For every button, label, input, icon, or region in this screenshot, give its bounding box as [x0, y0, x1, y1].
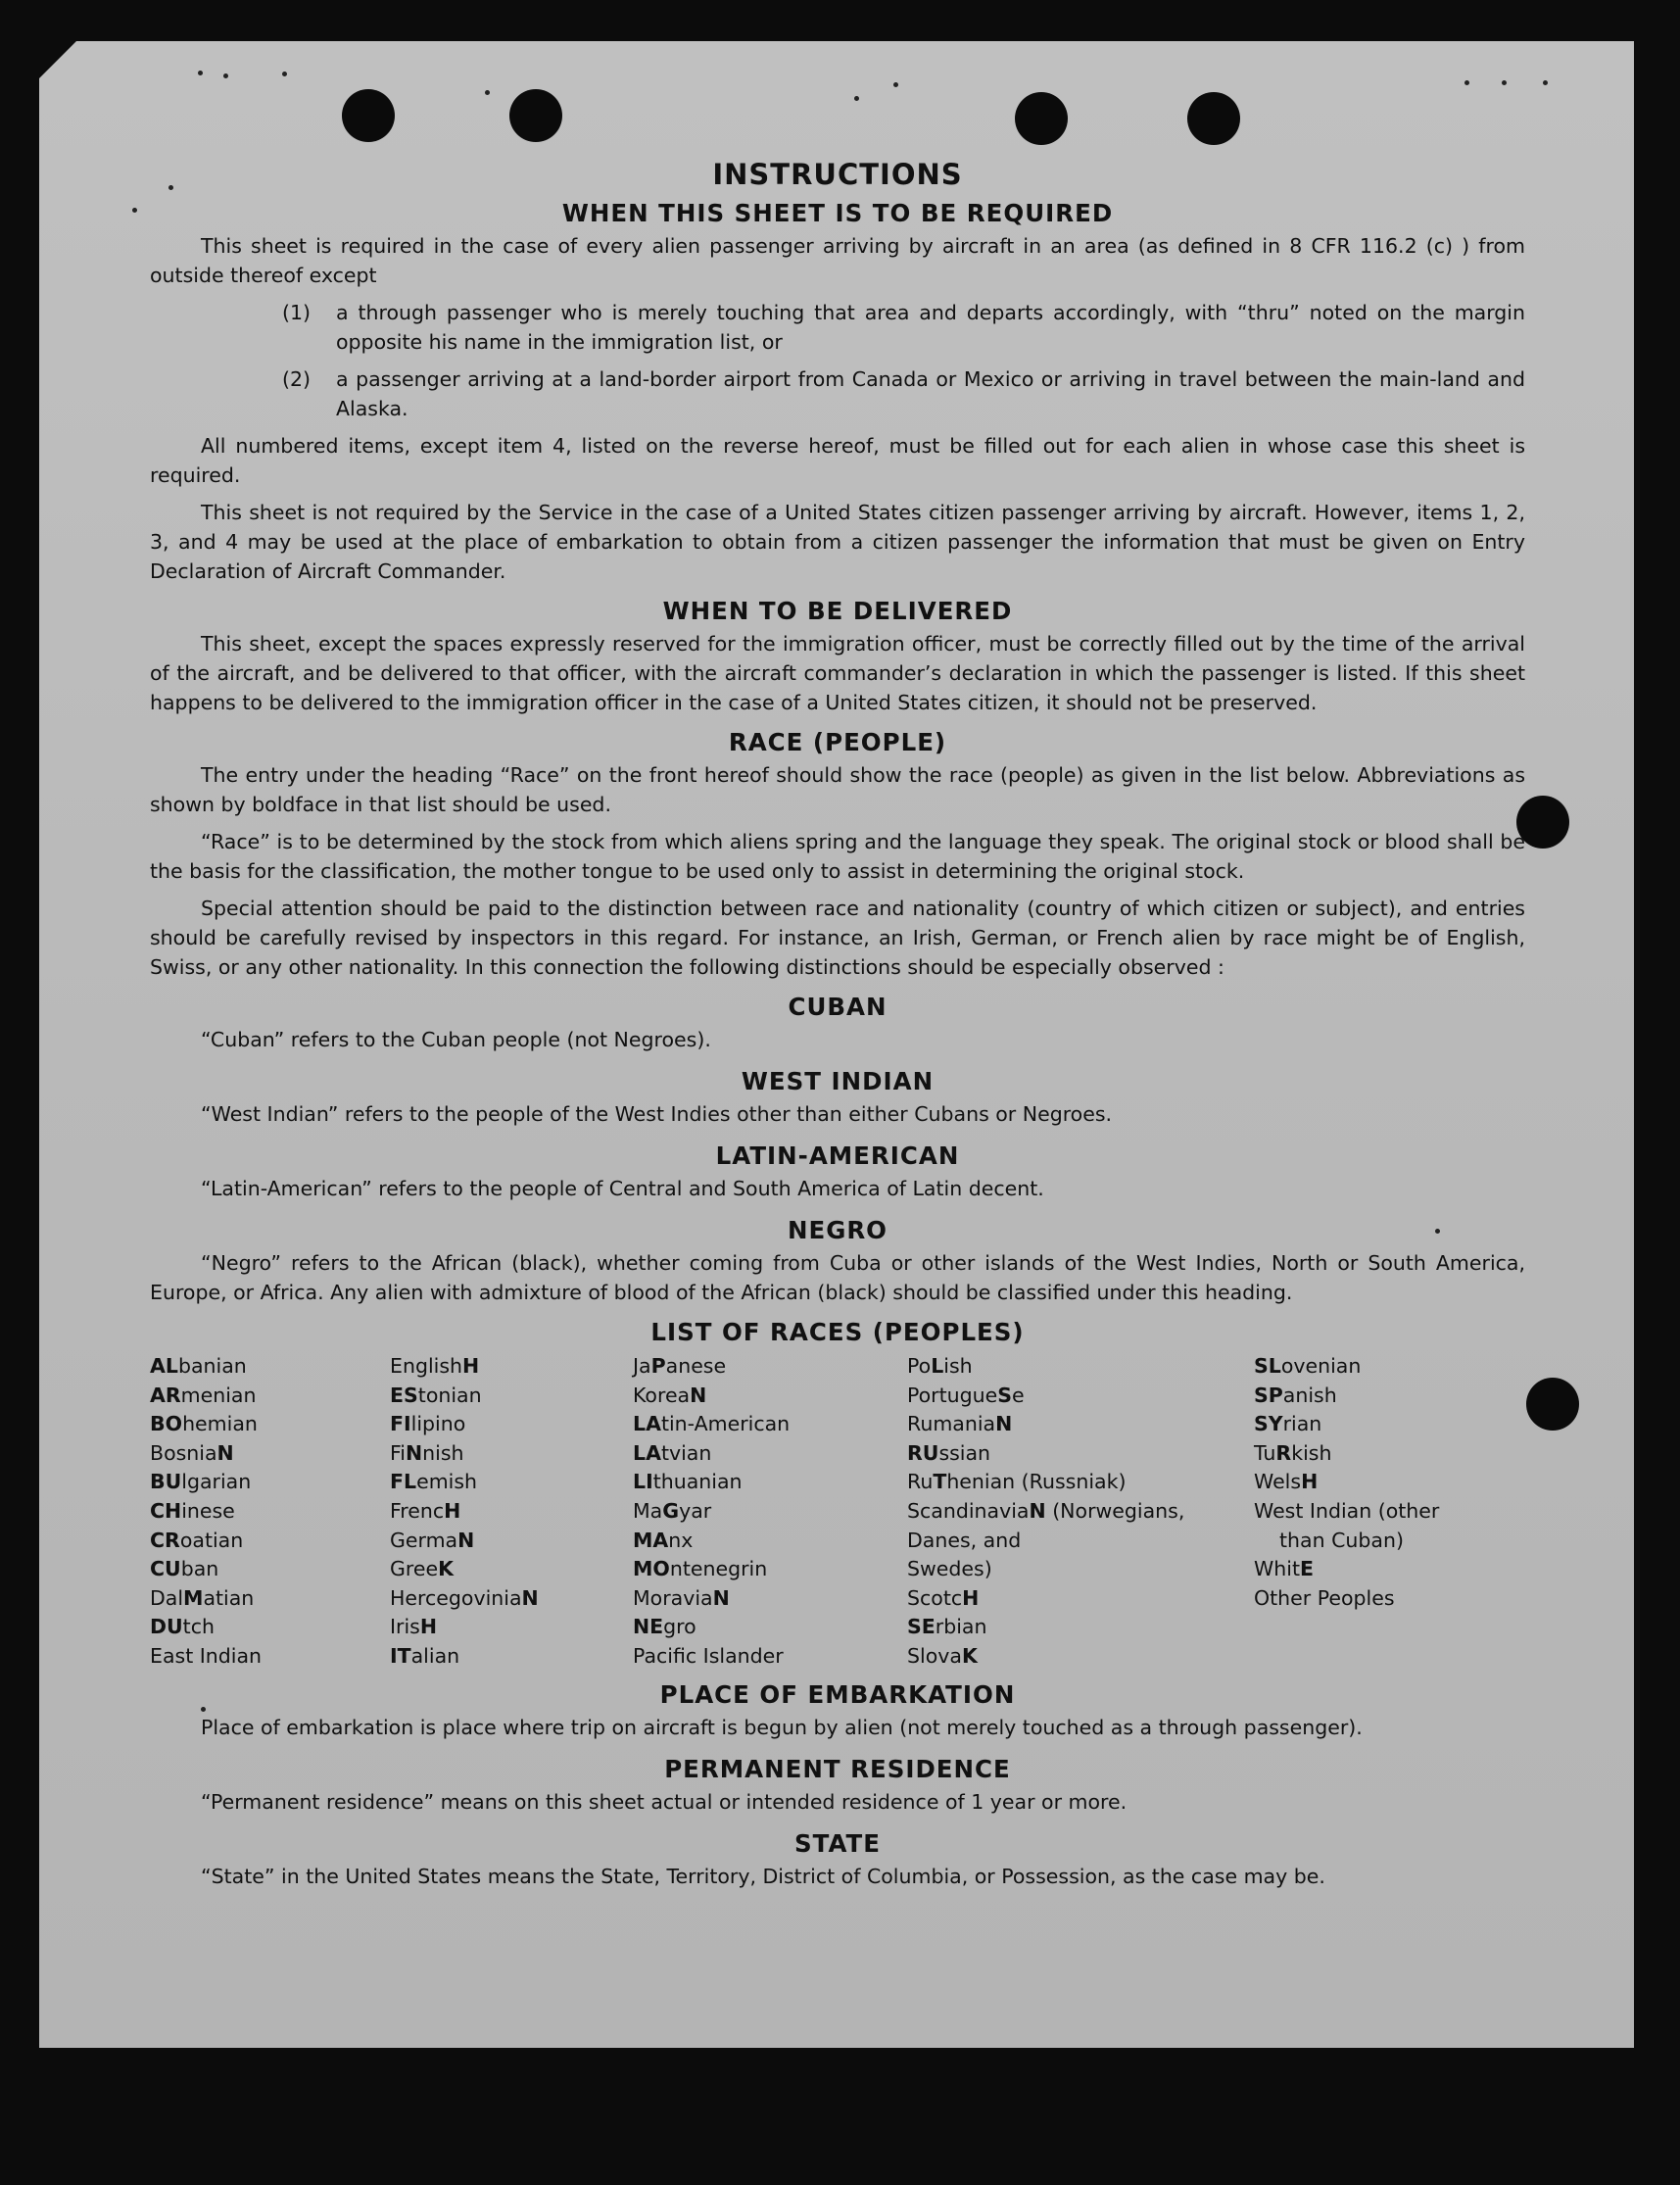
- race-entry: [150, 1555, 390, 1584]
- race-entry: [633, 1584, 907, 1614]
- race-text: than Cuban): [1279, 1528, 1404, 1552]
- page-title: INSTRUCTIONS: [712, 158, 963, 191]
- race-abbreviation: CU: [150, 1557, 181, 1581]
- race-abbreviation: SP: [1254, 1383, 1283, 1407]
- section-heading-residence: PERMANENT RESIDENCE: [664, 1754, 1011, 1783]
- exception-item-2: [150, 364, 1525, 423]
- section-heading-west-indian: WEST INDIAN: [741, 1067, 935, 1095]
- section-heading-delivered: WHEN TO BE DELIVERED: [662, 597, 1013, 625]
- race-entry: [150, 1584, 390, 1614]
- delivered-paragraph: This sheet, except the spaces expressly reserved for the immigration officer, must be correctly filled out by the time of the arrival of the aircraft, and be delivered to that officer, with the aircraft commander’s declaration in which the passenger is listed. If this sheet happens to be delivered to the immigration officer in the case of a United States citizen, it should not be preserved.: [150, 632, 1525, 714]
- race-entry: [390, 1468, 633, 1497]
- race-entry: [390, 1642, 633, 1672]
- race-abbreviation: BU: [150, 1470, 182, 1494]
- race-text: Rumania: [907, 1412, 996, 1436]
- punch-hole: [1187, 92, 1240, 145]
- races-column: [633, 1352, 907, 1672]
- race-abbreviation: AL: [150, 1354, 178, 1378]
- race-abbreviation: FI: [390, 1412, 411, 1436]
- race-abbreviation: N: [712, 1585, 730, 1610]
- residence-definition: “Permanent residence” means on this sheet actual or intended residence of 1 year or more.: [201, 1789, 1128, 1814]
- race-entry: [907, 1468, 1254, 1497]
- section-heading-embarkation: PLACE OF EMBARKATION: [659, 1679, 1016, 1709]
- race-text: Pacific Islander: [633, 1643, 784, 1668]
- race-text: thuanian: [652, 1470, 743, 1494]
- race-text: Scotc: [907, 1585, 963, 1610]
- race-text: tin-American: [660, 1412, 791, 1436]
- race-entry: [150, 1527, 390, 1556]
- race-text: Po: [907, 1354, 932, 1378]
- speck: [223, 73, 228, 78]
- race-entry: [907, 1497, 1254, 1527]
- race-entry: [1254, 1352, 1525, 1382]
- race-abbreviation: T: [933, 1470, 947, 1494]
- race-text: Scandinavia: [907, 1498, 1030, 1523]
- exception-text: a passenger arriving at a land-border airport from Canada or Mexico or arriving in travel between the main-land and Alaska.: [336, 367, 1525, 420]
- race-text: hemian: [182, 1412, 258, 1436]
- race-text: Korea: [633, 1383, 691, 1407]
- race-text: Germa: [390, 1528, 458, 1552]
- section-heading-negro: NEGRO: [787, 1216, 888, 1244]
- race-abbreviation: N: [521, 1585, 539, 1610]
- race-text: Dal: [150, 1585, 184, 1610]
- race-text: Ru: [907, 1470, 934, 1494]
- race-entry: [390, 1410, 633, 1439]
- race-abbreviation: K: [961, 1643, 978, 1668]
- race-abbreviation: CH: [150, 1498, 182, 1523]
- race-text: Moravia: [633, 1585, 713, 1610]
- race-text: emish: [416, 1470, 478, 1494]
- race-entry: [907, 1439, 1254, 1469]
- race-text: Hercegovinia: [390, 1585, 522, 1610]
- race-paragraph-2: “Race” is to be determined by the stock from which aliens spring and the language they speak. The original stock or blood shall be the basis for the classification, the mother tongue to be used only to assist in determining the original stock.: [150, 830, 1525, 883]
- race-entry: [390, 1352, 633, 1382]
- race-abbreviation: MO: [633, 1557, 670, 1581]
- race-entry: [390, 1497, 633, 1527]
- speck: [485, 90, 490, 95]
- race-entry: [150, 1468, 390, 1497]
- races-column: [150, 1352, 390, 1672]
- race-text: anese: [665, 1354, 727, 1378]
- race-text: (Norwegians,: [1045, 1498, 1185, 1523]
- race-text: Iris: [390, 1615, 420, 1639]
- race-abbreviation: SY: [1254, 1412, 1283, 1436]
- exception-number: (1): [281, 301, 311, 324]
- race-text: Danes, and: [907, 1528, 1022, 1552]
- speck: [282, 72, 287, 76]
- race-abbreviation: S: [997, 1383, 1013, 1407]
- race-text: Gree: [390, 1557, 439, 1581]
- race-abbreviation: N: [1029, 1498, 1046, 1523]
- race-entry: [633, 1642, 907, 1672]
- punch-hole: [1015, 92, 1068, 145]
- race-text: ish: [943, 1354, 973, 1378]
- required-intro: This sheet is required in the case of every alien passenger arriving by aircraft in an area (as defined in 8 CFR 116.2 (c) ) from outside thereof except: [150, 234, 1525, 287]
- exception-text: a through passenger who is merely touching that area and departs accordingly, with “thru” noted on the margin opposite his name in the immigration list, or: [336, 301, 1525, 354]
- race-abbreviation: LA: [633, 1440, 661, 1465]
- race-text: alian: [410, 1643, 460, 1668]
- race-entry: [633, 1382, 907, 1411]
- race-entry: [1254, 1497, 1525, 1527]
- race-paragraph-3: Special attention should be paid to the distinction between race and nationality (country of which citizen or subject), and entries should be carefully revised by inspectors in this regard. For instance, an Irish, German, or French alien by race might be of English, Swiss, or any other nationality. In this connection the following distinctions should be especially observed :: [150, 897, 1525, 979]
- race-text: Wels: [1254, 1470, 1302, 1494]
- race-entry: [150, 1352, 390, 1382]
- race-entry: [633, 1613, 907, 1642]
- section-heading-list-of-races: LIST OF RACES (PEOPLES): [650, 1318, 1025, 1346]
- west-indian-definition: “West Indian” refers to the people of the West Indies other than either Cubans or Negroes.: [201, 1102, 1113, 1126]
- race-text: tonian: [417, 1383, 482, 1407]
- race-text: Ja: [633, 1354, 651, 1378]
- section-heading-race: RACE (PEOPLE): [728, 728, 947, 756]
- race-text: henian (Russniak): [946, 1470, 1127, 1494]
- race-abbreviation: R: [1275, 1440, 1292, 1465]
- race-abbreviation: SE: [907, 1615, 936, 1639]
- race-abbreviation: H: [1301, 1470, 1319, 1494]
- race-entry: [390, 1555, 633, 1584]
- speck: [1464, 80, 1469, 85]
- race-text: gro: [663, 1615, 696, 1639]
- race-text: inese: [181, 1498, 235, 1523]
- race-text: yar: [679, 1498, 712, 1523]
- speck: [198, 71, 203, 75]
- race-entry: [1254, 1439, 1525, 1469]
- race-text: atian: [203, 1585, 255, 1610]
- race-abbreviation: N: [457, 1528, 475, 1552]
- race-entry: [150, 1410, 390, 1439]
- race-abbreviation: M: [183, 1585, 204, 1610]
- race-entry: [633, 1410, 907, 1439]
- race-text: tvian: [660, 1440, 712, 1465]
- race-text: nx: [668, 1528, 694, 1552]
- race-text: Other Peoples: [1254, 1585, 1395, 1610]
- race-text: ssian: [938, 1440, 991, 1465]
- race-abbreviation: N: [995, 1412, 1013, 1436]
- race-text: menian: [180, 1383, 257, 1407]
- race-entry: [633, 1527, 907, 1556]
- races-column: [1254, 1352, 1525, 1672]
- race-text: lipino: [410, 1412, 466, 1436]
- race-abbreviation: ES: [390, 1383, 418, 1407]
- race-text: Bosnia: [150, 1440, 217, 1465]
- race-text: Fi: [390, 1440, 406, 1465]
- race-abbreviation: E: [1300, 1557, 1315, 1581]
- race-abbreviation: LA: [633, 1412, 661, 1436]
- race-entry: [633, 1468, 907, 1497]
- exception-item-1: [150, 298, 1525, 357]
- race-entry: [150, 1497, 390, 1527]
- race-entry: [390, 1527, 633, 1556]
- section-heading-latin-american: LATIN-AMERICAN: [715, 1141, 960, 1170]
- race-entry: [150, 1613, 390, 1642]
- race-entry: [1254, 1382, 1525, 1411]
- section-heading-state: STATE: [794, 1828, 881, 1858]
- punch-hole: [1526, 1378, 1579, 1431]
- race-entry: [633, 1352, 907, 1382]
- race-text: West Indian (other: [1254, 1498, 1440, 1523]
- race-entry: [150, 1439, 390, 1469]
- race-abbreviation: H: [444, 1498, 461, 1523]
- race-entry: [907, 1613, 1254, 1642]
- race-text: Ma: [633, 1498, 663, 1523]
- cuban-definition: “Cuban” refers to the Cuban people (not Negroes).: [201, 1028, 711, 1051]
- punch-hole: [509, 89, 562, 142]
- race-entry: [633, 1555, 907, 1584]
- race-entry: [390, 1584, 633, 1614]
- speck: [893, 82, 898, 87]
- race-text: tch: [182, 1615, 215, 1639]
- speck: [854, 96, 859, 101]
- race-entry: [907, 1584, 1254, 1614]
- speck: [1502, 80, 1507, 85]
- race-entry: [907, 1410, 1254, 1439]
- races-column: [907, 1352, 1254, 1672]
- races-list: [150, 1352, 1525, 1672]
- race-text: banian: [177, 1354, 247, 1378]
- race-entry: [390, 1439, 633, 1469]
- race-abbreviation: BO: [150, 1412, 183, 1436]
- state-definition: “State” in the United States means the State, Territory, District of Columbia, or Possession, as the case may be.: [201, 1864, 1325, 1888]
- exception-number: (2): [281, 367, 311, 391]
- race-abbreviation: IT: [390, 1643, 411, 1668]
- race-abbreviation: FL: [390, 1470, 417, 1494]
- race-abbreviation: K: [438, 1557, 454, 1581]
- race-text: kish: [1291, 1440, 1332, 1465]
- section-heading-cuban: CUBAN: [788, 993, 888, 1021]
- instructions-content: [150, 155, 1525, 1901]
- race-abbreviation: MA: [633, 1528, 669, 1552]
- required-paragraph-2: This sheet is not required by the Service in the case of a United States citizen passenger arriving by aircraft. However, items 1, 2, 3, and 4 may be used at the place of embarkation to obtain from a citizen passenger the information that must be given on Entry Declaration of Aircraft Commander.: [150, 501, 1525, 583]
- race-text: East Indian: [150, 1643, 263, 1668]
- race-abbreviation: L: [931, 1354, 944, 1378]
- race-entry: [1254, 1410, 1525, 1439]
- speck: [1543, 80, 1548, 85]
- race-entry: [150, 1382, 390, 1411]
- race-text: English: [390, 1354, 463, 1378]
- race-entry: [1254, 1468, 1525, 1497]
- race-entry: [1254, 1527, 1525, 1556]
- race-text: e: [1012, 1383, 1025, 1407]
- race-text: Tu: [1254, 1440, 1276, 1465]
- race-abbreviation: RU: [907, 1440, 939, 1465]
- race-abbreviation: DU: [150, 1615, 183, 1639]
- race-abbreviation: H: [462, 1354, 480, 1378]
- race-entry: [907, 1642, 1254, 1672]
- race-entry: [907, 1527, 1254, 1556]
- race-text: Slova: [907, 1643, 962, 1668]
- race-abbreviation: N: [406, 1440, 423, 1465]
- race-text: ovenian: [1280, 1354, 1362, 1378]
- negro-definition: “Negro” refers to the African (black), whether coming from Cuba or other islands of the West Indies, North or South America, Europe, or Africa. Any alien with admixture of blood of the African (black) should be classified under this heading.: [150, 1251, 1525, 1304]
- race-abbreviation: P: [650, 1354, 666, 1378]
- race-text: Frenc: [390, 1498, 445, 1523]
- race-abbreviation: CR: [150, 1528, 180, 1552]
- race-entry: [907, 1352, 1254, 1382]
- race-text: lgarian: [181, 1470, 252, 1494]
- race-entry: [1254, 1584, 1525, 1614]
- race-abbreviation: NE: [633, 1615, 664, 1639]
- race-abbreviation: G: [662, 1498, 680, 1523]
- race-entry: [907, 1382, 1254, 1411]
- race-abbreviation: LI: [633, 1470, 653, 1494]
- race-abbreviation: SL: [1254, 1354, 1281, 1378]
- race-abbreviation: H: [962, 1585, 980, 1610]
- race-entry: [390, 1382, 633, 1411]
- race-entry: [633, 1439, 907, 1469]
- race-paragraph-1: The entry under the heading “Race” on the front hereof should show the race (people) as given in the list below. Abbreviations as shown by boldface in that list should be used.: [150, 763, 1525, 816]
- race-abbreviation: N: [690, 1383, 707, 1407]
- punch-hole: [342, 89, 395, 142]
- race-text: ban: [180, 1557, 219, 1581]
- race-abbreviation: H: [419, 1615, 438, 1639]
- race-abbreviation: AR: [150, 1383, 181, 1407]
- race-text: oatian: [179, 1528, 244, 1552]
- latin-american-definition: “Latin-American” refers to the people of Central and South America of Latin decent.: [201, 1177, 1044, 1200]
- required-paragraph-1: All numbered items, except item 4, listed on the reverse hereof, must be filled out for each alien in whose case this sheet is required.: [150, 434, 1525, 487]
- race-abbreviation: N: [216, 1440, 234, 1465]
- race-entry: [390, 1613, 633, 1642]
- race-text: ntenegrin: [669, 1557, 768, 1581]
- race-text: nish: [422, 1440, 464, 1465]
- embarkation-definition: Place of embarkation is place where trip on aircraft is begun by alien (not merely touched as a through passenger).: [201, 1715, 1363, 1739]
- races-column: [390, 1352, 633, 1672]
- race-entry: [150, 1642, 390, 1672]
- race-text: rian: [1282, 1412, 1322, 1436]
- race-entry: [1254, 1555, 1525, 1584]
- race-text: rbian: [935, 1615, 987, 1639]
- section-heading-required: WHEN THIS SHEET IS TO BE REQUIRED: [561, 199, 1114, 227]
- race-text: Whit: [1254, 1557, 1300, 1581]
- speck: [132, 208, 137, 213]
- race-entry: [907, 1555, 1254, 1584]
- race-text: Portugue: [907, 1383, 998, 1407]
- race-text: anish: [1282, 1383, 1337, 1407]
- race-text: Swedes): [907, 1557, 992, 1581]
- race-entry: [633, 1497, 907, 1527]
